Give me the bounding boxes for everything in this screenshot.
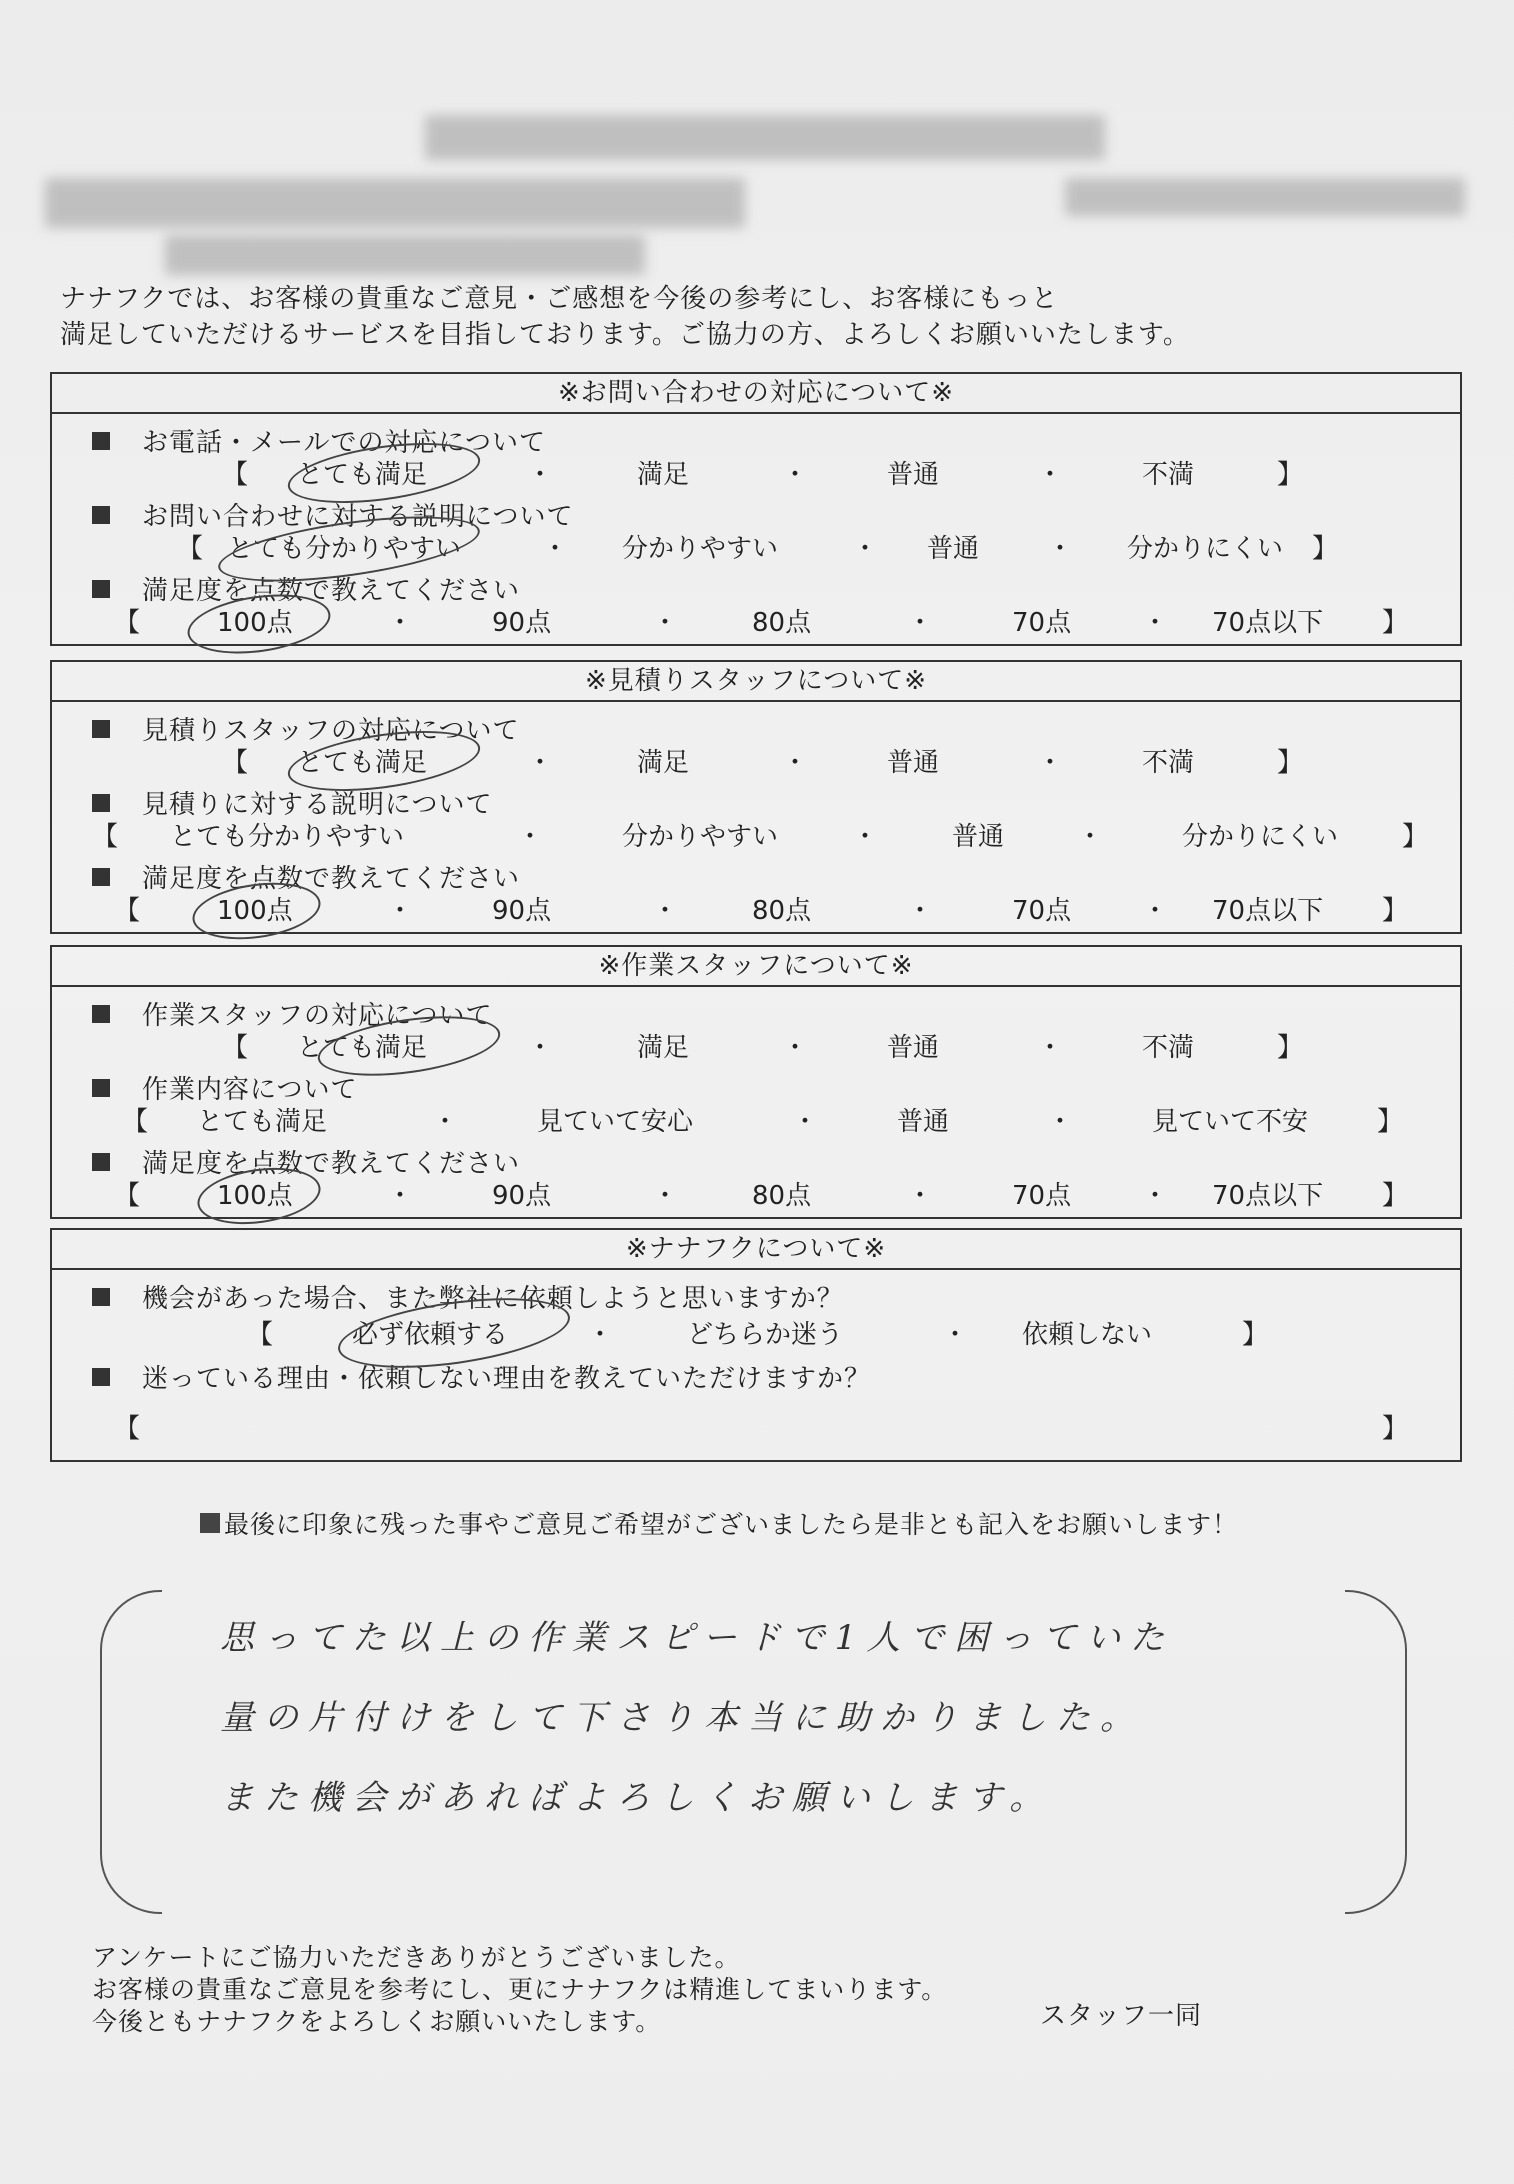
section-estimate-staff	[50, 660, 1462, 934]
bracket-close: 】	[1242, 1320, 1269, 1350]
bracket-close: 】	[1277, 1033, 1304, 1063]
handwritten-comment-line: また機会があればよろしくお願いします。	[220, 1778, 1054, 1818]
bracket-open: 【	[114, 1414, 141, 1444]
separator: ・	[782, 460, 809, 490]
option-row	[52, 1314, 1460, 1350]
separator: ・	[907, 896, 934, 926]
comment-bracket-left	[100, 1590, 162, 1914]
bracket-open: 【	[114, 608, 141, 638]
option-definitely[interactable]: 必ず依頼する	[352, 1320, 509, 1350]
separator: ・	[1047, 1107, 1074, 1137]
option-normal[interactable]: 普通	[927, 534, 980, 564]
option-no[interactable]: 依頼しない	[1022, 1320, 1153, 1350]
separator: ・	[792, 1107, 819, 1137]
bullet-square-icon	[200, 1513, 220, 1533]
bracket-open: 【	[114, 1181, 141, 1211]
option-dissatisfied[interactable]: 不満	[1142, 1033, 1195, 1063]
separator: ・	[782, 748, 809, 778]
option-very-satisfied[interactable]: とても満足	[197, 1107, 328, 1137]
option-70[interactable]: 70点	[1012, 608, 1072, 638]
section-nanafuku	[50, 1228, 1462, 1462]
option-satisfied[interactable]: 満足	[637, 1033, 690, 1063]
section-title: ※見積りスタッフについて※	[52, 662, 1460, 702]
bullet-square-icon	[92, 1005, 110, 1023]
option-very-clear[interactable]: とても分かりやすい	[227, 534, 462, 564]
question-label: 機会があった場合、また弊社に依頼しようと思いますか？	[92, 1278, 844, 1315]
option-100[interactable]: 100点	[217, 896, 293, 926]
footer-line-2: お客様の貴重なご意見を参考にし、更にナナフクは精進してまいります。	[92, 1975, 948, 2004]
bracket-close: 】	[1277, 748, 1304, 778]
bullet-square-icon	[92, 1153, 110, 1171]
option-row	[52, 1027, 1460, 1063]
option-normal[interactable]: 普通	[887, 460, 940, 490]
option-very-satisfied[interactable]: とても満足	[297, 1033, 428, 1063]
intro-line-1: ナナフクでは、お客様の貴重なご意見・ご感想を今後の参考にし、お客様にもっと	[60, 284, 1059, 314]
comment-bracket-right	[1345, 1590, 1407, 1914]
option-anxious[interactable]: 見ていて不安	[1152, 1107, 1309, 1137]
option-very-satisfied[interactable]: とても満足	[297, 748, 428, 778]
signature: スタッフ一同	[1040, 2001, 1203, 2031]
option-dissatisfied[interactable]: 不満	[1142, 748, 1195, 778]
bracket-close: 】	[1382, 1181, 1409, 1211]
option-very-clear[interactable]: とても分かりやすい	[170, 822, 405, 852]
option-80[interactable]: 80点	[752, 608, 812, 638]
handwritten-comment-line: 量の片付けをして下さり本当に助かりました。	[220, 1698, 1144, 1738]
separator: ・	[527, 460, 554, 490]
option-row	[52, 454, 1460, 490]
redacted-company	[45, 178, 745, 228]
option-row	[52, 742, 1460, 778]
question-label: 満足度を点数で教えてください	[92, 858, 520, 895]
question-label: 満足度を点数で教えてください	[92, 1143, 520, 1180]
option-70[interactable]: 70点	[1012, 1181, 1072, 1211]
option-100[interactable]: 100点	[217, 1181, 293, 1211]
footer-line-3: 今後ともナナフクをよろしくお願いいたします。	[92, 2007, 662, 2036]
redacted-address	[1065, 178, 1465, 216]
question-label: 見積りに対する説明について	[92, 784, 492, 821]
separator: ・	[1142, 1181, 1169, 1211]
option-normal[interactable]: 普通	[887, 748, 940, 778]
separator: ・	[652, 608, 679, 638]
separator: ・	[527, 1033, 554, 1063]
separator: ・	[517, 822, 544, 852]
question-label: 迷っている理由・依頼しない理由を教えていただけますか？	[92, 1358, 871, 1395]
bullet-square-icon	[92, 432, 110, 450]
option-row	[52, 816, 1460, 852]
bracket-open: 【	[222, 1033, 249, 1063]
option-very-satisfied[interactable]: とても満足	[297, 460, 428, 490]
option-80[interactable]: 80点	[752, 1181, 812, 1211]
option-normal[interactable]: 普通	[887, 1033, 940, 1063]
separator: ・	[907, 608, 934, 638]
separator: ・	[852, 534, 879, 564]
separator: ・	[1037, 1033, 1064, 1063]
bullet-square-icon	[92, 868, 110, 886]
bracket-open: 【	[122, 1107, 149, 1137]
question-label: 見積りスタッフの対応について	[92, 710, 519, 747]
option-100[interactable]: 100点	[217, 608, 293, 638]
option-clear[interactable]: 分かりやすい	[622, 534, 779, 564]
bracket-open: 【	[247, 1320, 274, 1350]
separator: ・	[387, 896, 414, 926]
footer-line-1: アンケートにご協力いただきありがとうございました。	[92, 1943, 741, 1972]
option-80[interactable]: 80点	[752, 896, 812, 926]
section-inquiry	[50, 372, 1462, 646]
separator: ・	[782, 1033, 809, 1063]
question-label: 作業内容について	[92, 1069, 357, 1106]
question-label: 満足度を点数で教えてください	[92, 570, 520, 607]
bracket-close: 】	[1277, 460, 1304, 490]
option-90[interactable]: 90点	[492, 1181, 552, 1211]
option-satisfied[interactable]: 満足	[637, 748, 690, 778]
separator: ・	[652, 1181, 679, 1211]
separator: ・	[387, 1181, 414, 1211]
separator: ・	[1037, 748, 1064, 778]
bullet-square-icon	[92, 1079, 110, 1097]
closing-prompt: 最後に印象に残った事やご意見ご希望がございましたら是非とも記入をお願いします！	[200, 1505, 1238, 1541]
option-row	[52, 1101, 1460, 1137]
separator: ・	[387, 608, 414, 638]
option-normal[interactable]: 普通	[952, 822, 1005, 852]
option-satisfied[interactable]: 満足	[637, 460, 690, 490]
reason-input-row[interactable]	[52, 1408, 1460, 1444]
intro-line-2: 満足していただけるサービスを目指しております。ご協力の方、よろしくお願いいたします。	[60, 320, 1190, 350]
option-90[interactable]: 90点	[492, 896, 552, 926]
redacted-title	[425, 115, 1105, 160]
separator: ・	[1047, 534, 1074, 564]
option-70[interactable]: 70点	[1012, 896, 1072, 926]
option-reassured[interactable]: 見ていて安心	[537, 1107, 694, 1137]
separator: ・	[652, 896, 679, 926]
section-title: ※お問い合わせの対応について※	[52, 374, 1460, 414]
bullet-square-icon	[92, 580, 110, 598]
bracket-open: 【	[114, 896, 141, 926]
separator: ・	[527, 748, 554, 778]
separator: ・	[542, 534, 569, 564]
bullet-square-icon	[92, 1288, 110, 1306]
separator: ・	[907, 1181, 934, 1211]
option-90[interactable]: 90点	[492, 608, 552, 638]
question-label: お電話・メールでの対応について	[92, 422, 546, 459]
separator: ・	[432, 1107, 459, 1137]
bullet-square-icon	[92, 720, 110, 738]
separator: ・	[1037, 460, 1064, 490]
bracket-open: 【	[222, 460, 249, 490]
bullet-square-icon	[92, 794, 110, 812]
section-title: ※作業スタッフについて※	[52, 947, 1460, 987]
option-below-70[interactable]: 70点以下	[1212, 896, 1324, 926]
bracket-close: 】	[1382, 608, 1409, 638]
option-unclear[interactable]: 分かりにくい	[1182, 822, 1339, 852]
bracket-close: 】	[1402, 822, 1429, 852]
bracket-open: 【	[222, 748, 249, 778]
handwritten-comment-line: 思ってた以上の作業スピードで1人で困っていた	[220, 1618, 1175, 1658]
section-title: ※ナナフクについて※	[52, 1230, 1460, 1270]
separator: ・	[1142, 896, 1169, 926]
bracket-open: 【	[177, 534, 204, 564]
bracket-close: 】	[1382, 896, 1409, 926]
separator: ・	[942, 1320, 969, 1350]
option-undecided[interactable]: どちらか迷う	[687, 1320, 844, 1350]
option-below-70[interactable]: 70点以下	[1212, 608, 1324, 638]
option-unclear[interactable]: 分かりにくい	[1127, 534, 1284, 564]
option-dissatisfied[interactable]: 不満	[1142, 460, 1195, 490]
bullet-square-icon	[92, 506, 110, 524]
bracket-close: 】	[1312, 534, 1339, 564]
separator: ・	[587, 1320, 614, 1350]
bullet-square-icon	[92, 1368, 110, 1386]
redacted-contact	[165, 235, 645, 275]
option-normal[interactable]: 普通	[897, 1107, 950, 1137]
question-label: お問い合わせに対する説明について	[92, 496, 573, 533]
separator: ・	[852, 822, 879, 852]
bracket-open: 【	[92, 822, 119, 852]
separator: ・	[1142, 608, 1169, 638]
section-work-staff	[50, 945, 1462, 1219]
option-below-70[interactable]: 70点以下	[1212, 1181, 1324, 1211]
question-label: 作業スタッフの対応について	[92, 995, 492, 1032]
option-clear[interactable]: 分かりやすい	[622, 822, 779, 852]
bracket-close: 】	[1377, 1107, 1404, 1137]
separator: ・	[1077, 822, 1104, 852]
bracket-close: 】	[1382, 1414, 1409, 1444]
